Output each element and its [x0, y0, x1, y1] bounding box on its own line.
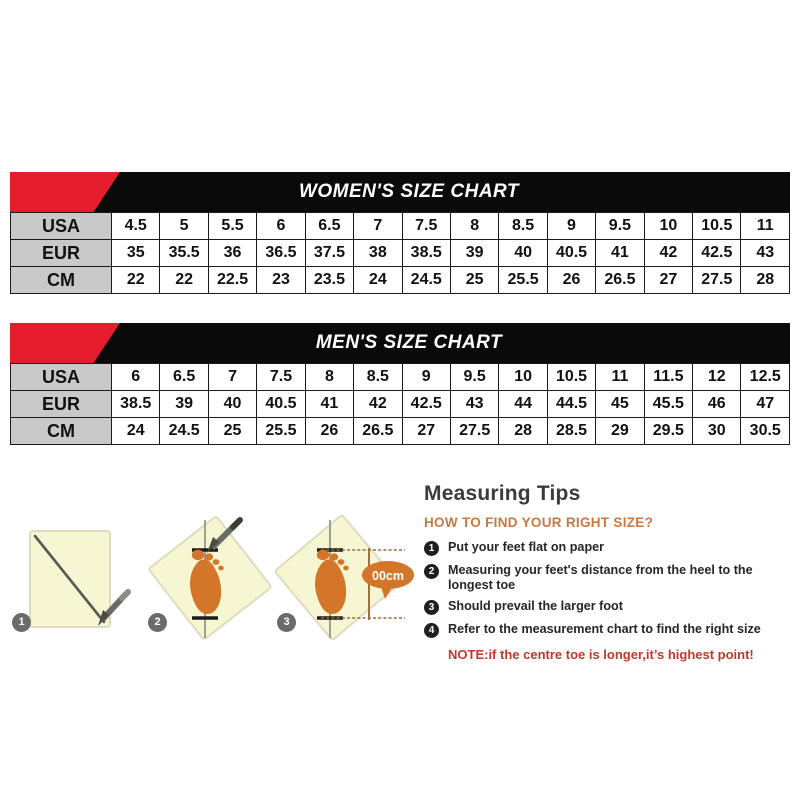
size-cell: 8: [450, 213, 498, 240]
size-cell: 24: [354, 267, 402, 294]
size-cell: 23: [257, 267, 305, 294]
tip-number-badge: 3: [424, 600, 439, 615]
tip-number-badge: 2: [424, 564, 439, 579]
step-badge-3: 3: [277, 613, 296, 632]
size-cell: 26.5: [354, 418, 402, 445]
list-item: [424, 540, 796, 556]
size-cell: 5.5: [208, 213, 256, 240]
size-cell: 27.5: [450, 418, 498, 445]
illustration-step-1: [2, 500, 142, 655]
size-cell: 11.5: [644, 364, 692, 391]
size-cell: 25: [208, 418, 256, 445]
size-cell: 7: [208, 364, 256, 391]
size-cell: 38.5: [112, 391, 160, 418]
size-cell: 22.5: [208, 267, 256, 294]
size-cell: 9.5: [596, 213, 644, 240]
size-cell: 41: [596, 240, 644, 267]
size-cell: 9: [547, 213, 595, 240]
size-cell: 8.5: [499, 213, 547, 240]
size-cell: 38: [354, 240, 402, 267]
size-cell: 27: [402, 418, 450, 445]
size-cell: 6: [257, 213, 305, 240]
size-cell: 6.5: [305, 213, 353, 240]
size-cell: 9.5: [450, 364, 498, 391]
mens-chart-banner: [10, 323, 790, 363]
size-cell: 45: [596, 391, 644, 418]
row-label-usa: USA: [11, 213, 112, 240]
measuring-tips-panel: [424, 482, 796, 662]
size-cell: 25: [450, 267, 498, 294]
tip-text: Should prevail the larger foot: [448, 599, 623, 613]
size-cell: 43: [450, 391, 498, 418]
size-cell: 39: [450, 240, 498, 267]
size-cell: 42.5: [402, 391, 450, 418]
mens-size-table: [10, 363, 790, 445]
size-cell: 39: [160, 391, 208, 418]
size-cell: 8: [305, 364, 353, 391]
size-cell: 46: [693, 391, 741, 418]
table-row: [11, 213, 790, 240]
size-cell: 40: [208, 391, 256, 418]
illustration-step-2: [140, 500, 280, 655]
callout-label: 00cm: [372, 569, 404, 583]
row-label-eur: EUR: [11, 391, 112, 418]
size-cell: 12: [693, 364, 741, 391]
womens-chart-banner: [10, 172, 790, 212]
size-cell: 26.5: [596, 267, 644, 294]
size-cell: 25.5: [499, 267, 547, 294]
footprint-measured-with-ruler-icon: [273, 500, 418, 655]
size-cell: 10: [499, 364, 547, 391]
measuring-tips-list: [424, 540, 796, 638]
size-cell: 36: [208, 240, 256, 267]
size-cell: 10: [644, 213, 692, 240]
measuring-tips-note: NOTE:if the centre toe is longer,it’s highest point!: [448, 647, 754, 662]
size-cell: 42.5: [693, 240, 741, 267]
size-cell: 38.5: [402, 240, 450, 267]
size-cell: 28.5: [547, 418, 595, 445]
size-cell: 7.5: [402, 213, 450, 240]
size-cell: 9: [402, 364, 450, 391]
size-cell: 42: [354, 391, 402, 418]
tip-text: Refer to the measurement chart to find the right size: [448, 622, 761, 636]
list-item: [424, 599, 796, 615]
size-cell: 11: [596, 364, 644, 391]
table-row: [11, 267, 790, 294]
size-cell: 29: [596, 418, 644, 445]
size-cell: 27: [644, 267, 692, 294]
size-cell: 45.5: [644, 391, 692, 418]
size-cell: 36.5: [257, 240, 305, 267]
size-cell: 10.5: [693, 213, 741, 240]
size-cell: 6.5: [160, 364, 208, 391]
tip-text: Put your feet flat on paper: [448, 540, 605, 554]
row-label-cm: CM: [11, 267, 112, 294]
size-cell: 29.5: [644, 418, 692, 445]
size-cell: 40: [499, 240, 547, 267]
tip-number-badge: 4: [424, 623, 439, 638]
womens-size-table: [10, 212, 790, 294]
size-cell: 40.5: [257, 391, 305, 418]
size-cell: 7.5: [257, 364, 305, 391]
size-cell: 24.5: [402, 267, 450, 294]
size-cell: 30: [693, 418, 741, 445]
size-cell: 26: [305, 418, 353, 445]
size-cell: 28: [499, 418, 547, 445]
measuring-tips-heading: Measuring Tips: [424, 482, 581, 505]
size-cell: 12.5: [741, 364, 790, 391]
size-cell: 35: [112, 240, 160, 267]
footprint-traced-on-paper-icon: [140, 500, 280, 655]
step-badge-1: 1: [12, 613, 31, 632]
size-cell: 4.5: [112, 213, 160, 240]
size-cell: 24: [112, 418, 160, 445]
mens-size-chart: [10, 323, 790, 445]
size-cell: 37.5: [305, 240, 353, 267]
list-item: [424, 622, 796, 638]
size-cell: 35.5: [160, 240, 208, 267]
size-cell: 27.5: [693, 267, 741, 294]
size-cell: 6: [112, 364, 160, 391]
table-row: [11, 391, 790, 418]
size-cell: 11: [741, 213, 790, 240]
tip-text: Measuring your feet's distance from the heel to the longest toe: [448, 563, 753, 592]
tip-number-badge: 1: [424, 541, 439, 556]
step-badge-2: 2: [148, 613, 167, 632]
size-cell: 43: [741, 240, 790, 267]
size-cell: 23.5: [305, 267, 353, 294]
measuring-illustrations: [0, 500, 420, 660]
table-row: [11, 364, 790, 391]
size-cell: 8.5: [354, 364, 402, 391]
size-cell: 41: [305, 391, 353, 418]
size-cell: 26: [547, 267, 595, 294]
row-label-usa: USA: [11, 364, 112, 391]
table-row: [11, 240, 790, 267]
table-row: [11, 418, 790, 445]
size-cell: 47: [741, 391, 790, 418]
size-cell: 40.5: [547, 240, 595, 267]
womens-table-body: [11, 213, 790, 294]
size-cell: 24.5: [160, 418, 208, 445]
size-cell: 10.5: [547, 364, 595, 391]
size-cell: 30.5: [741, 418, 790, 445]
row-label-cm: CM: [11, 418, 112, 445]
list-item: [424, 563, 796, 592]
size-cell: 22: [160, 267, 208, 294]
size-cell: 5: [160, 213, 208, 240]
size-cell: 42: [644, 240, 692, 267]
size-cell: 28: [741, 267, 790, 294]
size-cell: 25.5: [257, 418, 305, 445]
mens-chart-title: MEN'S SIZE CHART: [315, 332, 503, 353]
womens-chart-title: WOMEN'S SIZE CHART: [298, 181, 520, 202]
measuring-tips-subheading: HOW TO FIND YOUR RIGHT SIZE?: [424, 515, 654, 530]
illustration-step-3: [273, 500, 413, 655]
womens-size-chart: [10, 172, 790, 294]
size-cell: 22: [112, 267, 160, 294]
size-cell: 44: [499, 391, 547, 418]
row-label-eur: EUR: [11, 240, 112, 267]
size-cell: 44.5: [547, 391, 595, 418]
mens-table-body: [11, 364, 790, 445]
size-cell: 7: [354, 213, 402, 240]
